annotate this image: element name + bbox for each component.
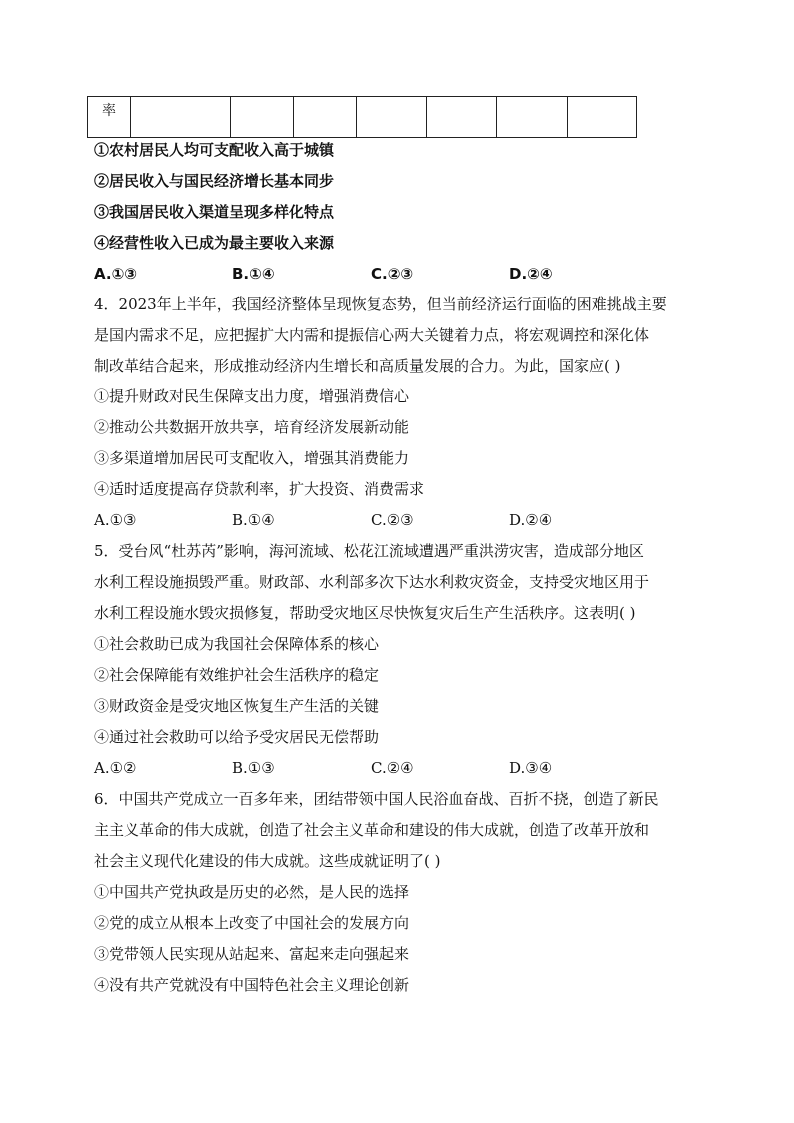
q4-statement-3: ③多渠道增加居民可支配收入，增强其消费能力 bbox=[94, 449, 410, 467]
q6-statement-4: ④没有共产党就没有中国特色社会主义理论创新 bbox=[94, 976, 410, 994]
q3-statement-2: ②居民收入与国民经济增长基本同步 bbox=[94, 172, 335, 190]
q4-option-b[interactable]: B.①④ bbox=[232, 511, 275, 529]
q4-stem-line-2: 是国内需求不足，应把握扩大内需和提振信心两大关键着力点，将宏观调控和深化体 bbox=[94, 326, 650, 344]
table-cell bbox=[427, 97, 497, 138]
table-row bbox=[88, 97, 637, 138]
q5-statement-3: ③财政资金是受灾地区恢复生产生活的关键 bbox=[94, 697, 380, 715]
table-cell bbox=[131, 97, 231, 138]
q5-option-c[interactable]: C.②④ bbox=[371, 759, 414, 777]
q5-option-a[interactable]: A.①② bbox=[94, 759, 137, 777]
q5-statement-2: ②社会保障能有效维护社会生活秩序的稳定 bbox=[94, 666, 380, 684]
q5-statement-1: ①社会救助已成为我国社会保障体系的核心 bbox=[94, 635, 380, 653]
q4-option-c[interactable]: C.②③ bbox=[371, 511, 414, 529]
q4-statement-2: ②推动公共数据开放共享，培育经济发展新动能 bbox=[94, 418, 410, 436]
table-cell bbox=[231, 97, 294, 138]
q4-statement-1: ①提升财政对民生保障支出力度，增强消费信心 bbox=[94, 387, 410, 405]
q3-statement-4: ④经营性收入已成为最主要收入来源 bbox=[94, 234, 335, 252]
table-cell bbox=[497, 97, 568, 138]
q5-stem-line-3: 水利工程设施水毁灾损修复，帮助受灾地区尽快恢复灾后生产生活秩序。这表明( ) bbox=[94, 604, 636, 622]
q6-stem-line-3: 社会主义现代化建设的伟大成就。这些成就证明了( ) bbox=[94, 852, 441, 870]
q6-stem-line-1: 6．中国共产党成立一百多年来，团结带领中国人民浴血奋战、百折不挠，创造了新民 bbox=[94, 790, 659, 808]
q3-option-a[interactable]: A.①③ bbox=[94, 265, 137, 283]
q4-option-d[interactable]: D.②④ bbox=[509, 511, 553, 529]
q3-option-b[interactable]: B.①④ bbox=[232, 265, 275, 283]
q3-option-c[interactable]: C.②③ bbox=[371, 265, 414, 283]
q6-stem-line-2: 主主义革命的伟大成就，创造了社会主义革命和建设的伟大成就，创造了改革开放和 bbox=[94, 821, 650, 839]
q4-statement-4: ④适时适度提高存贷款利率，扩大投资、消费需求 bbox=[94, 480, 425, 498]
q6-statement-1: ①中国共产党执政是历史的必然，是人民的选择 bbox=[94, 883, 410, 901]
q3-option-d[interactable]: D.②④ bbox=[509, 265, 553, 283]
q6-statement-2: ②党的成立从根本上改变了中国社会的发展方向 bbox=[94, 914, 410, 932]
q3-statement-3: ③我国居民收入渠道呈现多样化特点 bbox=[94, 203, 335, 221]
q4-stem-line-1: 4．2023年上半年，我国经济整体呈现恢复态势，但当前经济运行面临的困难挑战主要 bbox=[94, 295, 667, 313]
q3-statement-1: ①农村居民人均可支配收入高于城镇 bbox=[94, 141, 335, 159]
q5-stem-line-1: 5．受台风“杜苏芮”影响，海河流域、松花江流域遭遇严重洪涝灾害，造成部分地区 bbox=[94, 542, 644, 560]
q5-option-d[interactable]: D.③④ bbox=[509, 759, 553, 777]
income-table-fragment bbox=[87, 96, 637, 138]
q4-option-a[interactable]: A.①③ bbox=[94, 511, 137, 529]
q6-statement-3: ③党带领人民实现从站起来、富起来走向强起来 bbox=[94, 945, 410, 963]
table-cell bbox=[357, 97, 427, 138]
table-row-label: 率 bbox=[88, 97, 131, 138]
q4-stem-line-3: 制改革结合起来，形成推动经济内生增长和高质量发展的合力。为此，国家应( ) bbox=[94, 357, 621, 375]
q5-option-b[interactable]: B.①③ bbox=[232, 759, 275, 777]
q5-statement-4: ④通过社会救助可以给予受灾居民无偿帮助 bbox=[94, 728, 380, 746]
table-cell bbox=[294, 97, 357, 138]
q5-stem-line-2: 水利工程设施损毁严重。财政部、水利部多次下达水利救灾资金，支持受灾地区用于 bbox=[94, 573, 650, 591]
table-cell bbox=[568, 97, 637, 138]
